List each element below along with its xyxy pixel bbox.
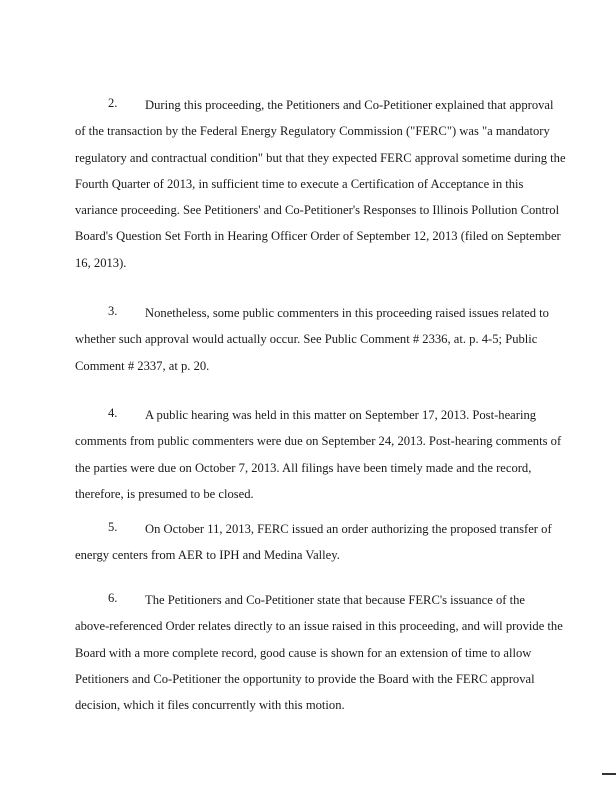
paragraph-6 — [75, 591, 563, 722]
paragraph-number: 2. — [108, 96, 118, 110]
text-line: A public hearing was held in this matter on September 17, 2013. Post-hearing — [145, 408, 537, 422]
text-line: The Petitioners and Co-Petitioner state that because FERC's issuance of the — [145, 593, 525, 607]
text-line: therefore, is presumed to be closed. — [75, 486, 254, 501]
text-line: Board's Question Set Forth in Hearing Officer Order of September 12, 2013 (filed on September — [75, 229, 561, 244]
paragraph-4 — [75, 406, 562, 511]
text-line: the parties were due on October 7, 2013. All filings have been timely made and the record, — [75, 460, 532, 475]
text-line: comments from public commenters were due on September 24, 2013. Post-hearing comments of — [75, 434, 562, 449]
text-line: Board with a more complete record, good cause is shown for an extension of time to allow — [75, 645, 532, 660]
text-line: of the transaction by the Federal Energy Regulatory Commission ("FERC") was "a mandatory — [75, 124, 550, 139]
text-line: regulatory and contractual condition" but that they expected FERC approval sometime during the — [75, 150, 566, 165]
text-line: Comment # 2337, at p. 20. — [75, 358, 210, 373]
paragraph-5 — [75, 520, 555, 573]
text-line: Nonetheless, some public commenters in this proceeding raised issues related to — [145, 306, 549, 320]
text-line: energy centers from AER to IPH and Medina Valley. — [75, 548, 340, 563]
text-line: Petitioners and Co-Petitioner the opportunity to provide the Board with the FERC approval — [75, 671, 535, 686]
text-line: 16, 2013). — [75, 255, 127, 270]
paragraph-number: 5. — [108, 520, 118, 534]
paragraph-number: 6. — [108, 591, 118, 605]
text-line: whether such approval would actually occur. See Public Comment # 2336, at. p. 4-5; Public — [75, 332, 538, 347]
paragraph-number: 4. — [108, 406, 118, 420]
paragraph-2 — [75, 96, 566, 280]
text-line: decision, which it files concurrently with this motion. — [75, 698, 345, 713]
text-line: On October 11, 2013, FERC issued an order authorizing the proposed transfer of — [145, 522, 552, 536]
text-line: During this proceeding, the Petitioners and Co-Petitioner explained that approval — [145, 98, 554, 112]
page-edge-mark — [602, 773, 616, 775]
text-line: variance proceeding. See Petitioners' and Co-Petitioner's Responses to Illinois Pollution Control — [75, 203, 560, 218]
text-line: above-referenced Order relates directly to an issue raised in this proceeding, and will provide the — [75, 619, 563, 634]
text-line: Fourth Quarter of 2013, in sufficient time to execute a Certification of Acceptance in this — [75, 176, 524, 191]
paragraph-number: 3. — [108, 304, 118, 318]
paragraph-3 — [75, 304, 555, 383]
